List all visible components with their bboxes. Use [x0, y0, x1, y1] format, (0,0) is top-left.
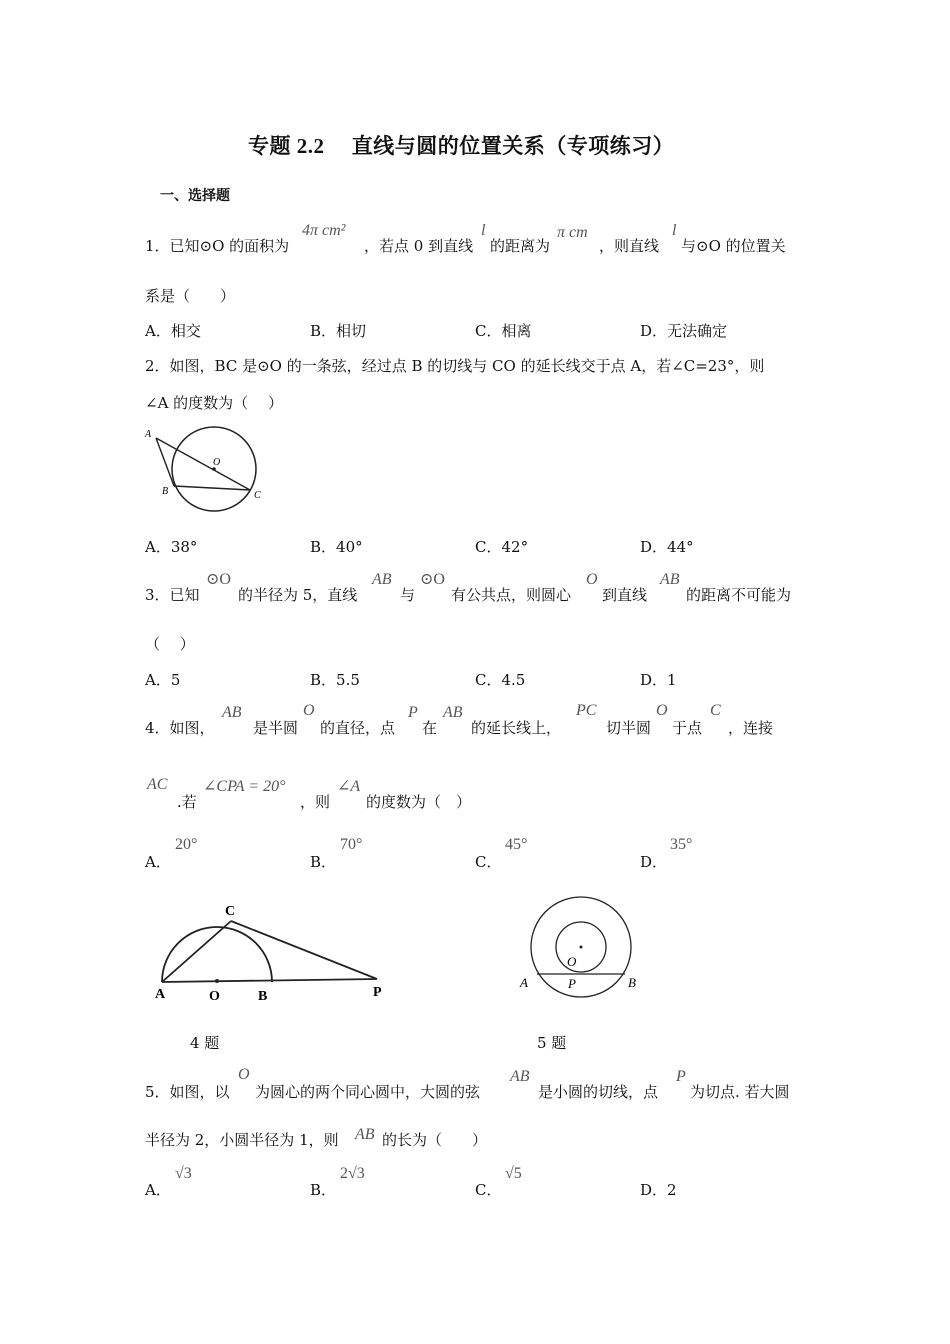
q4-line-ap [162, 979, 377, 982]
q3-text-5: 到直线 [602, 586, 648, 604]
q4-math-o: O [303, 702, 315, 719]
q2-line-bc [174, 486, 250, 490]
q4-label-b: B [258, 989, 268, 1004]
q1-math-area: 4π cm² [302, 222, 346, 239]
q1-option-a: A．相交 [145, 322, 201, 340]
q4-line-cp [231, 921, 377, 979]
q2-line-2: ∠A 的度数为（ ） [145, 394, 283, 412]
q4-text-1: 4．如图， [145, 719, 215, 737]
q2-option-d: D．44° [640, 538, 694, 556]
q5-text-3: 是小圆的切线，点 [538, 1083, 659, 1101]
q4-figure-caption: 4 题 [190, 1034, 220, 1052]
q3-text-3: 与 [400, 586, 416, 604]
q4-math-o-2: O [656, 702, 668, 719]
q5-option-b-label: B． [310, 1181, 337, 1199]
q2-option-a: A．38° [145, 538, 198, 556]
q4-text-5: 的延长线上， [471, 719, 562, 737]
q1-math-l2: l [672, 222, 677, 239]
q5-option-b-value: 2√3 [340, 1165, 365, 1182]
q4-option-c-label: C． [475, 853, 502, 871]
q4-figure [145, 895, 395, 1010]
q5-figure-caption: 5 题 [537, 1034, 567, 1052]
q4-center-dot [215, 979, 219, 983]
q1-text-1: 1．已知⊙O 的面积为 [145, 237, 290, 255]
q3-math-o: O [586, 571, 598, 588]
q5-label-p: P [568, 976, 576, 991]
q5-option-a-value: √3 [175, 1165, 192, 1182]
q3-line-2: （ ） [145, 635, 195, 653]
q4-option-d-value: 35° [670, 836, 693, 853]
q1-text-3: 的距离为 [490, 237, 551, 255]
q5-option-a-label: A． [145, 1181, 171, 1199]
q4-math-angle-a: ∠A [337, 778, 361, 795]
q3-math-circle-2: ⊙O [420, 571, 445, 588]
q5-label-a: A [520, 975, 528, 990]
q2-label-b: B [162, 486, 169, 497]
q2-label-c: C [254, 490, 261, 501]
q4-text-10: ，则 [300, 793, 331, 811]
q2-option-b: B．40° [310, 538, 363, 556]
q1-option-d: D．无法确定 [640, 322, 728, 340]
q4-text-8: ，连接 [728, 719, 774, 737]
q1-option-b: B．相切 [310, 322, 367, 340]
q5-label-o: O [567, 954, 577, 969]
q2-label-a: A [145, 429, 152, 440]
q5-center-dot [580, 946, 583, 949]
q3-text-6: 的距离不可能为 [686, 586, 792, 604]
page-title: 专题 2.2 直线与圆的位置关系（专项练习） [248, 134, 675, 158]
q2-line-ab [156, 438, 174, 486]
q1-option-c: C．相离 [475, 322, 532, 340]
q2-figure [140, 420, 275, 515]
q5-option-c-label: C． [475, 1181, 502, 1199]
q3-text-1: 3．已知 [145, 586, 200, 604]
q5-figure [512, 895, 652, 1005]
q4-label-p: P [373, 985, 382, 1000]
q4-math-ab: AB [222, 704, 242, 721]
q5-text-6: 的长为（ ） [382, 1131, 488, 1149]
q3-option-d: D．1 [640, 671, 677, 689]
q4-option-a-label: A． [145, 853, 171, 871]
q5-math-p: P [676, 1068, 686, 1085]
q2-option-c: C．42° [475, 538, 529, 556]
q4-option-b-value: 70° [340, 836, 363, 853]
q4-option-c-value: 45° [505, 836, 528, 853]
q4-math-ab-2: AB [443, 704, 463, 721]
q4-text-6: 切半圆 [606, 719, 652, 737]
q1-math-dist: π cm [557, 224, 588, 241]
q5-option-d: D．2 [640, 1181, 677, 1199]
q4-text-4: 在 [422, 719, 438, 737]
q3-text-2: 的半径为 5，直线 [238, 586, 358, 604]
q1-text-4: ，则直线 [599, 237, 660, 255]
q5-math-o: O [238, 1066, 250, 1083]
q3-option-c: C．4.5 [475, 671, 526, 689]
q5-math-ab: AB [510, 1068, 530, 1085]
q3-math-ab: AB [372, 571, 392, 588]
q4-label-a: A [155, 987, 166, 1002]
q3-option-b: B．5.5 [310, 671, 360, 689]
q4-math-p: P [408, 704, 418, 721]
q4-math-pc: PC [576, 702, 597, 719]
q3-math-ab-2: AB [660, 571, 680, 588]
q4-text-9: .若 [177, 793, 197, 811]
section-heading: 一、选择题 [160, 188, 230, 204]
q4-math-ac: AC [147, 776, 168, 793]
q3-option-a: A．5 [145, 671, 181, 689]
q4-label-c: C [225, 904, 236, 919]
q4-label-o: O [209, 989, 220, 1004]
q2-line-1: 2．如图，BC 是⊙O 的一条弦，经过点 B 的切线与 CO 的延长线交于点 A，若∠C=23°，则 [145, 357, 765, 375]
q4-text-11: 的度数为（ ） [366, 793, 472, 811]
q1-line-2: 系是（ ） [145, 287, 236, 305]
q3-math-circle: ⊙O [206, 571, 231, 588]
q5-label-b: B [628, 975, 636, 990]
q4-math-angle: ∠CPA = 20° [203, 778, 286, 795]
q1-text-2: ，若点 0 到直线 [364, 237, 474, 255]
q4-option-a-value: 20° [175, 836, 198, 853]
q4-text-3: 的直径，点 [320, 719, 396, 737]
q4-text-7: 于点 [672, 719, 703, 737]
q2-label-o: O [213, 457, 221, 468]
q1-math-l: l [481, 222, 486, 239]
q4-option-d-label: D． [640, 853, 668, 871]
q5-text-1: 5．如图，以 [145, 1083, 230, 1101]
q4-semicircle [162, 927, 272, 982]
q5-text-5: 半径为 2，小圆半径为 1，则 [145, 1131, 339, 1149]
q3-text-4: 有公共点，则圆心 [451, 586, 572, 604]
q2-line-ac [156, 438, 250, 490]
q5-math-ab-2: AB [355, 1126, 375, 1143]
q1-text-5: 与⊙O 的位置关 [681, 237, 786, 255]
q4-text-2: 是半圆 [253, 719, 299, 737]
q5-option-c-value: √5 [505, 1165, 522, 1182]
q5-text-4: 为切点. 若大圆 [690, 1083, 790, 1101]
q4-math-c: C [710, 702, 721, 719]
q5-text-2: 为圆心的两个同心圆中，大圆的弦 [255, 1083, 481, 1101]
q4-option-b-label: B． [310, 853, 337, 871]
